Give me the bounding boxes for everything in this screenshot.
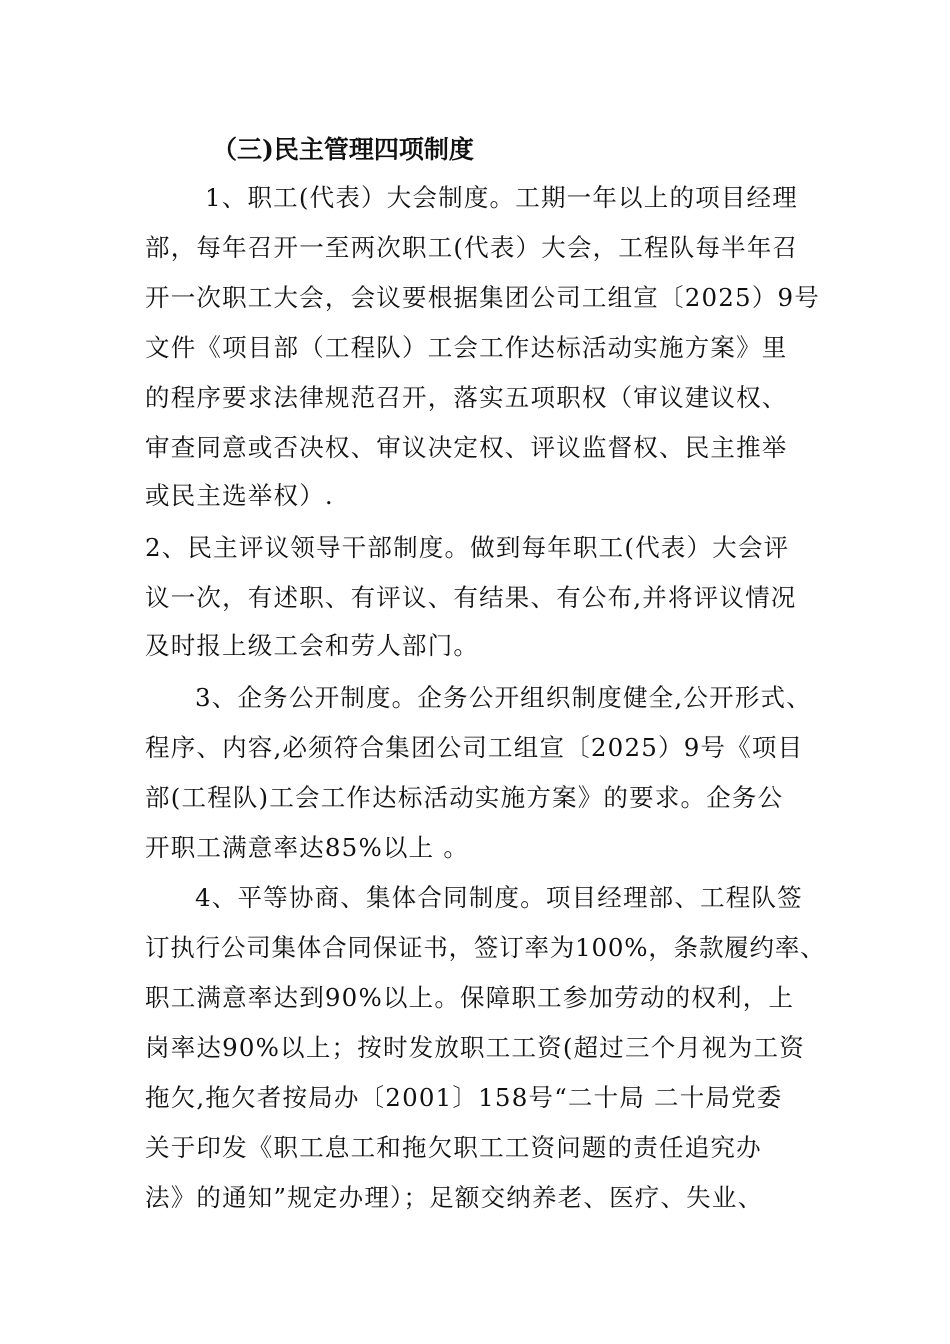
paragraph-line: 3、企务公开制度。企务公开组织制度健全,公开形式、 bbox=[195, 683, 812, 712]
paragraph-line: 拖欠,拖欠者按局办〔2001〕158号“二十局 二十局党委 bbox=[145, 1083, 783, 1112]
paragraph-line: 订执行公司集体合同保证书，签订率为100%，条款履约率、 bbox=[145, 933, 826, 962]
paragraph-line: 部，每年召开一至两次职工(代表）大会，工程队每半年召 bbox=[145, 233, 799, 262]
paragraph-line: 1、职工(代表）大会制度。工期一年以上的项目经理 bbox=[205, 183, 798, 212]
paragraph-line: 议一次，有述职、有评议、有结果、有公布,并将评议情况 bbox=[145, 583, 797, 612]
paragraph-line: 开职工满意率达85%以上 。 bbox=[145, 833, 470, 862]
paragraph-line: 法》的通知”规定办理）；足额交纳养老、医疗、失业、 bbox=[145, 1183, 764, 1212]
paragraph-line: 的程序要求法律规范召开，落实五项职权（审议建议权、 bbox=[145, 383, 788, 412]
paragraph-line: 审查同意或否决权、审议决定权、评议监督权、民主推举 bbox=[145, 433, 788, 462]
paragraph-line: 及时报上级工会和劳人部门。 bbox=[145, 631, 480, 660]
paragraph-line: 文件《项目部（工程队）工会工作达标活动实施方案》里 bbox=[145, 333, 788, 362]
paragraph-line: 岗率达90%以上；按时发放职工工资(超过三个月视为工资 bbox=[145, 1033, 805, 1062]
paragraph-line: 部(工程队)工会工作达标活动实施方案》的要求。企务公 bbox=[145, 783, 784, 812]
paragraph-line: 职工满意率达到90%以上。保障职工参加劳动的权利，上 bbox=[145, 983, 795, 1012]
paragraph-line: 程序、内容,必须符合集团公司工组宣〔2025）9号《项目 bbox=[145, 733, 804, 762]
paragraph-line: 开一次职工大会，会议要根据集团公司工组宣〔2025）9号 bbox=[145, 283, 821, 312]
paragraph-line: 2、民主评议领导干部制度。做到每年职工(代表）大会评 bbox=[145, 533, 790, 562]
paragraph-line: 或民主选举权）. bbox=[145, 481, 334, 510]
paragraph-line: 4、平等协商、集体合同制度。项目经理部、工程队签 bbox=[195, 883, 803, 912]
paragraph-line: 关于印发《职工息工和拖欠职工工资问题的责任追究办 bbox=[145, 1133, 762, 1162]
section-heading: （三)民主管理四项制度 bbox=[212, 135, 474, 164]
